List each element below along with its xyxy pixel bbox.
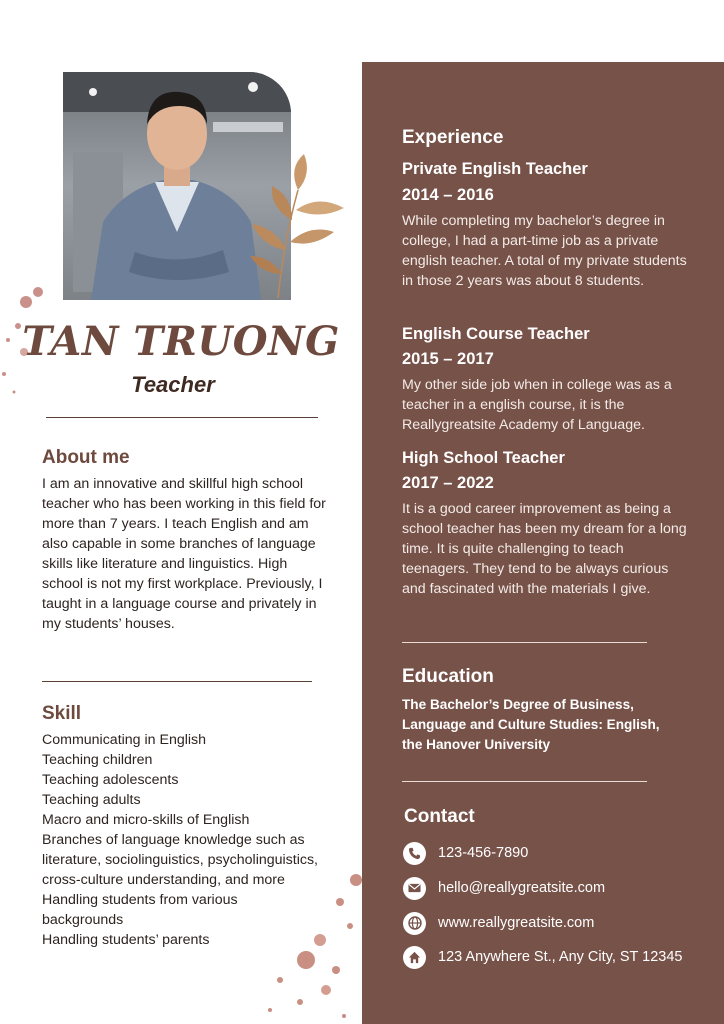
skill-list bbox=[42, 730, 322, 950]
home-icon bbox=[403, 946, 426, 969]
skill-item: Macro and micro-skills of English bbox=[42, 812, 250, 828]
job-description: It is a good career improvement as being a school teacher has been my dream for a long time. It is quite challenging to teach teenagers. They tend to be always curious and fascinated with the materials I give. bbox=[402, 501, 687, 597]
experience-title: Experience bbox=[402, 127, 504, 148]
candidate-name: TAN TRUONG bbox=[22, 318, 340, 365]
job-description: While completing my bachelor’s degree in college, I had a part-time job as a private english teacher. A total of my private students in those 2 years was about 8 students. bbox=[402, 213, 687, 289]
address-text: 123 Anywhere St., Any City, ST 12345 bbox=[438, 949, 683, 965]
contact-phone bbox=[403, 841, 528, 865]
website-text[interactable]: www.reallygreatsite.com bbox=[438, 915, 595, 931]
job-description: My other side job when in college was as a teacher in a english course, it is the Reallygreatsite Academy of Language. bbox=[402, 377, 672, 433]
skill-item: Teaching adults bbox=[42, 792, 141, 808]
skill-item: Teaching adolescents bbox=[42, 772, 179, 788]
about-title: About me bbox=[42, 447, 130, 468]
divider bbox=[46, 417, 318, 418]
leaf-decoration bbox=[248, 150, 352, 300]
globe-icon bbox=[403, 912, 426, 935]
divider bbox=[402, 781, 647, 782]
education-degree: The Bachelor’s Degree of Business, Language and Culture Studies: English, the Hanover University bbox=[402, 697, 660, 752]
job-title: Private English Teacher bbox=[402, 160, 588, 178]
skill-item: Communicating in English bbox=[42, 732, 207, 748]
skill-item: Teaching children bbox=[42, 752, 153, 768]
divider bbox=[402, 642, 647, 643]
skill-item: Handling students’ parents bbox=[42, 932, 210, 948]
email-text[interactable]: hello@reallygreatsite.com bbox=[438, 880, 606, 896]
email-icon bbox=[403, 877, 426, 900]
job-years: 2014 – 2016 bbox=[402, 186, 494, 204]
skill-title: Skill bbox=[42, 703, 82, 724]
candidate-role: Teacher bbox=[131, 372, 215, 397]
job-years: 2015 – 2017 bbox=[402, 350, 494, 368]
job-title: High School Teacher bbox=[402, 449, 565, 467]
contact-address bbox=[403, 945, 683, 969]
contact-title: Contact bbox=[404, 806, 475, 827]
contact-website bbox=[403, 911, 594, 935]
skill-item: Branches of language knowledge such as literature, sociolinguistics, psycholinguistics, cross-culture understanding, and more bbox=[42, 832, 318, 888]
phone-text[interactable]: 123-456-7890 bbox=[438, 845, 529, 861]
skill-item: Handling students from various backgrounds bbox=[42, 892, 238, 928]
divider bbox=[42, 681, 312, 682]
contact-email bbox=[403, 876, 605, 900]
education-title: Education bbox=[402, 666, 494, 687]
job-years: 2017 – 2022 bbox=[402, 474, 494, 492]
about-text: I am an innovative and skillful high school teacher who has been working in this field for more than 7 years. I teach English and am also capable in some branches of language skills like literature and linguistics. High school is not my first workplace. Previously, I taught in a language course and privately in my students’ houses. bbox=[42, 476, 326, 632]
phone-icon bbox=[403, 842, 426, 865]
job-title: English Course Teacher bbox=[402, 325, 590, 343]
